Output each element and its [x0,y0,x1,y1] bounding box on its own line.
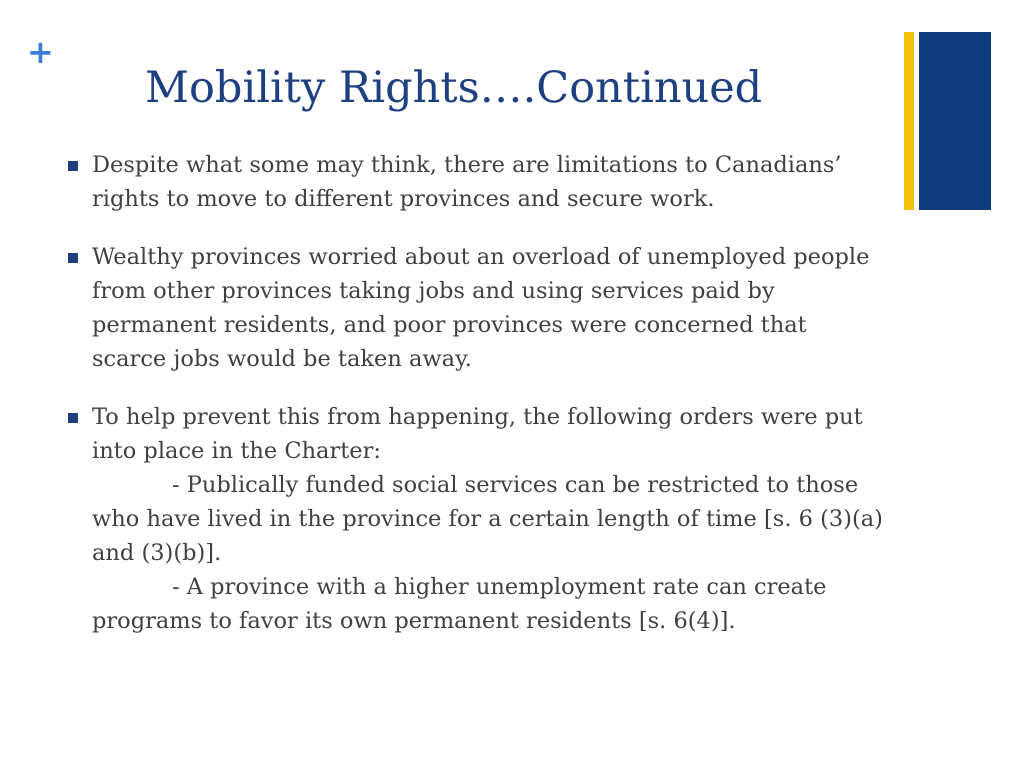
square-bullet-icon [68,161,78,171]
yellow-accent-bar [904,32,914,210]
sub-item-text: - Publically funded social services can be restricted to those who have lived in the province for a certain length of time [s. 6 (3)(a) and (3)(b)]. [92,472,883,566]
blue-accent-block [919,32,991,210]
plus-icon: + [27,33,54,71]
square-bullet-icon [68,253,78,263]
bullet-list [68,148,888,638]
square-bullet-icon [68,413,78,423]
bullet-text: To help prevent this from happening, the following orders were put into place in the Charter: [92,404,863,464]
sub-item-text: - A province with a higher unemployment rate can create programs to favor its own permanent residents [s. 6(4)]. [92,574,827,634]
bullet-item [68,400,888,638]
slide-title: Mobility Rights….Continued [145,63,763,113]
bullet-item [68,240,888,376]
bullet-text: Despite what some may think, there are limitations to Canadians’ rights to move to different provinces and secure work. [92,152,842,212]
bullet-item [68,148,888,216]
bullet-text: Wealthy provinces worried about an overload of unemployed people from other provinces taking jobs and using services paid by permanent residents, and poor provinces were concerned that scarce jobs would be taken away. [92,244,870,372]
